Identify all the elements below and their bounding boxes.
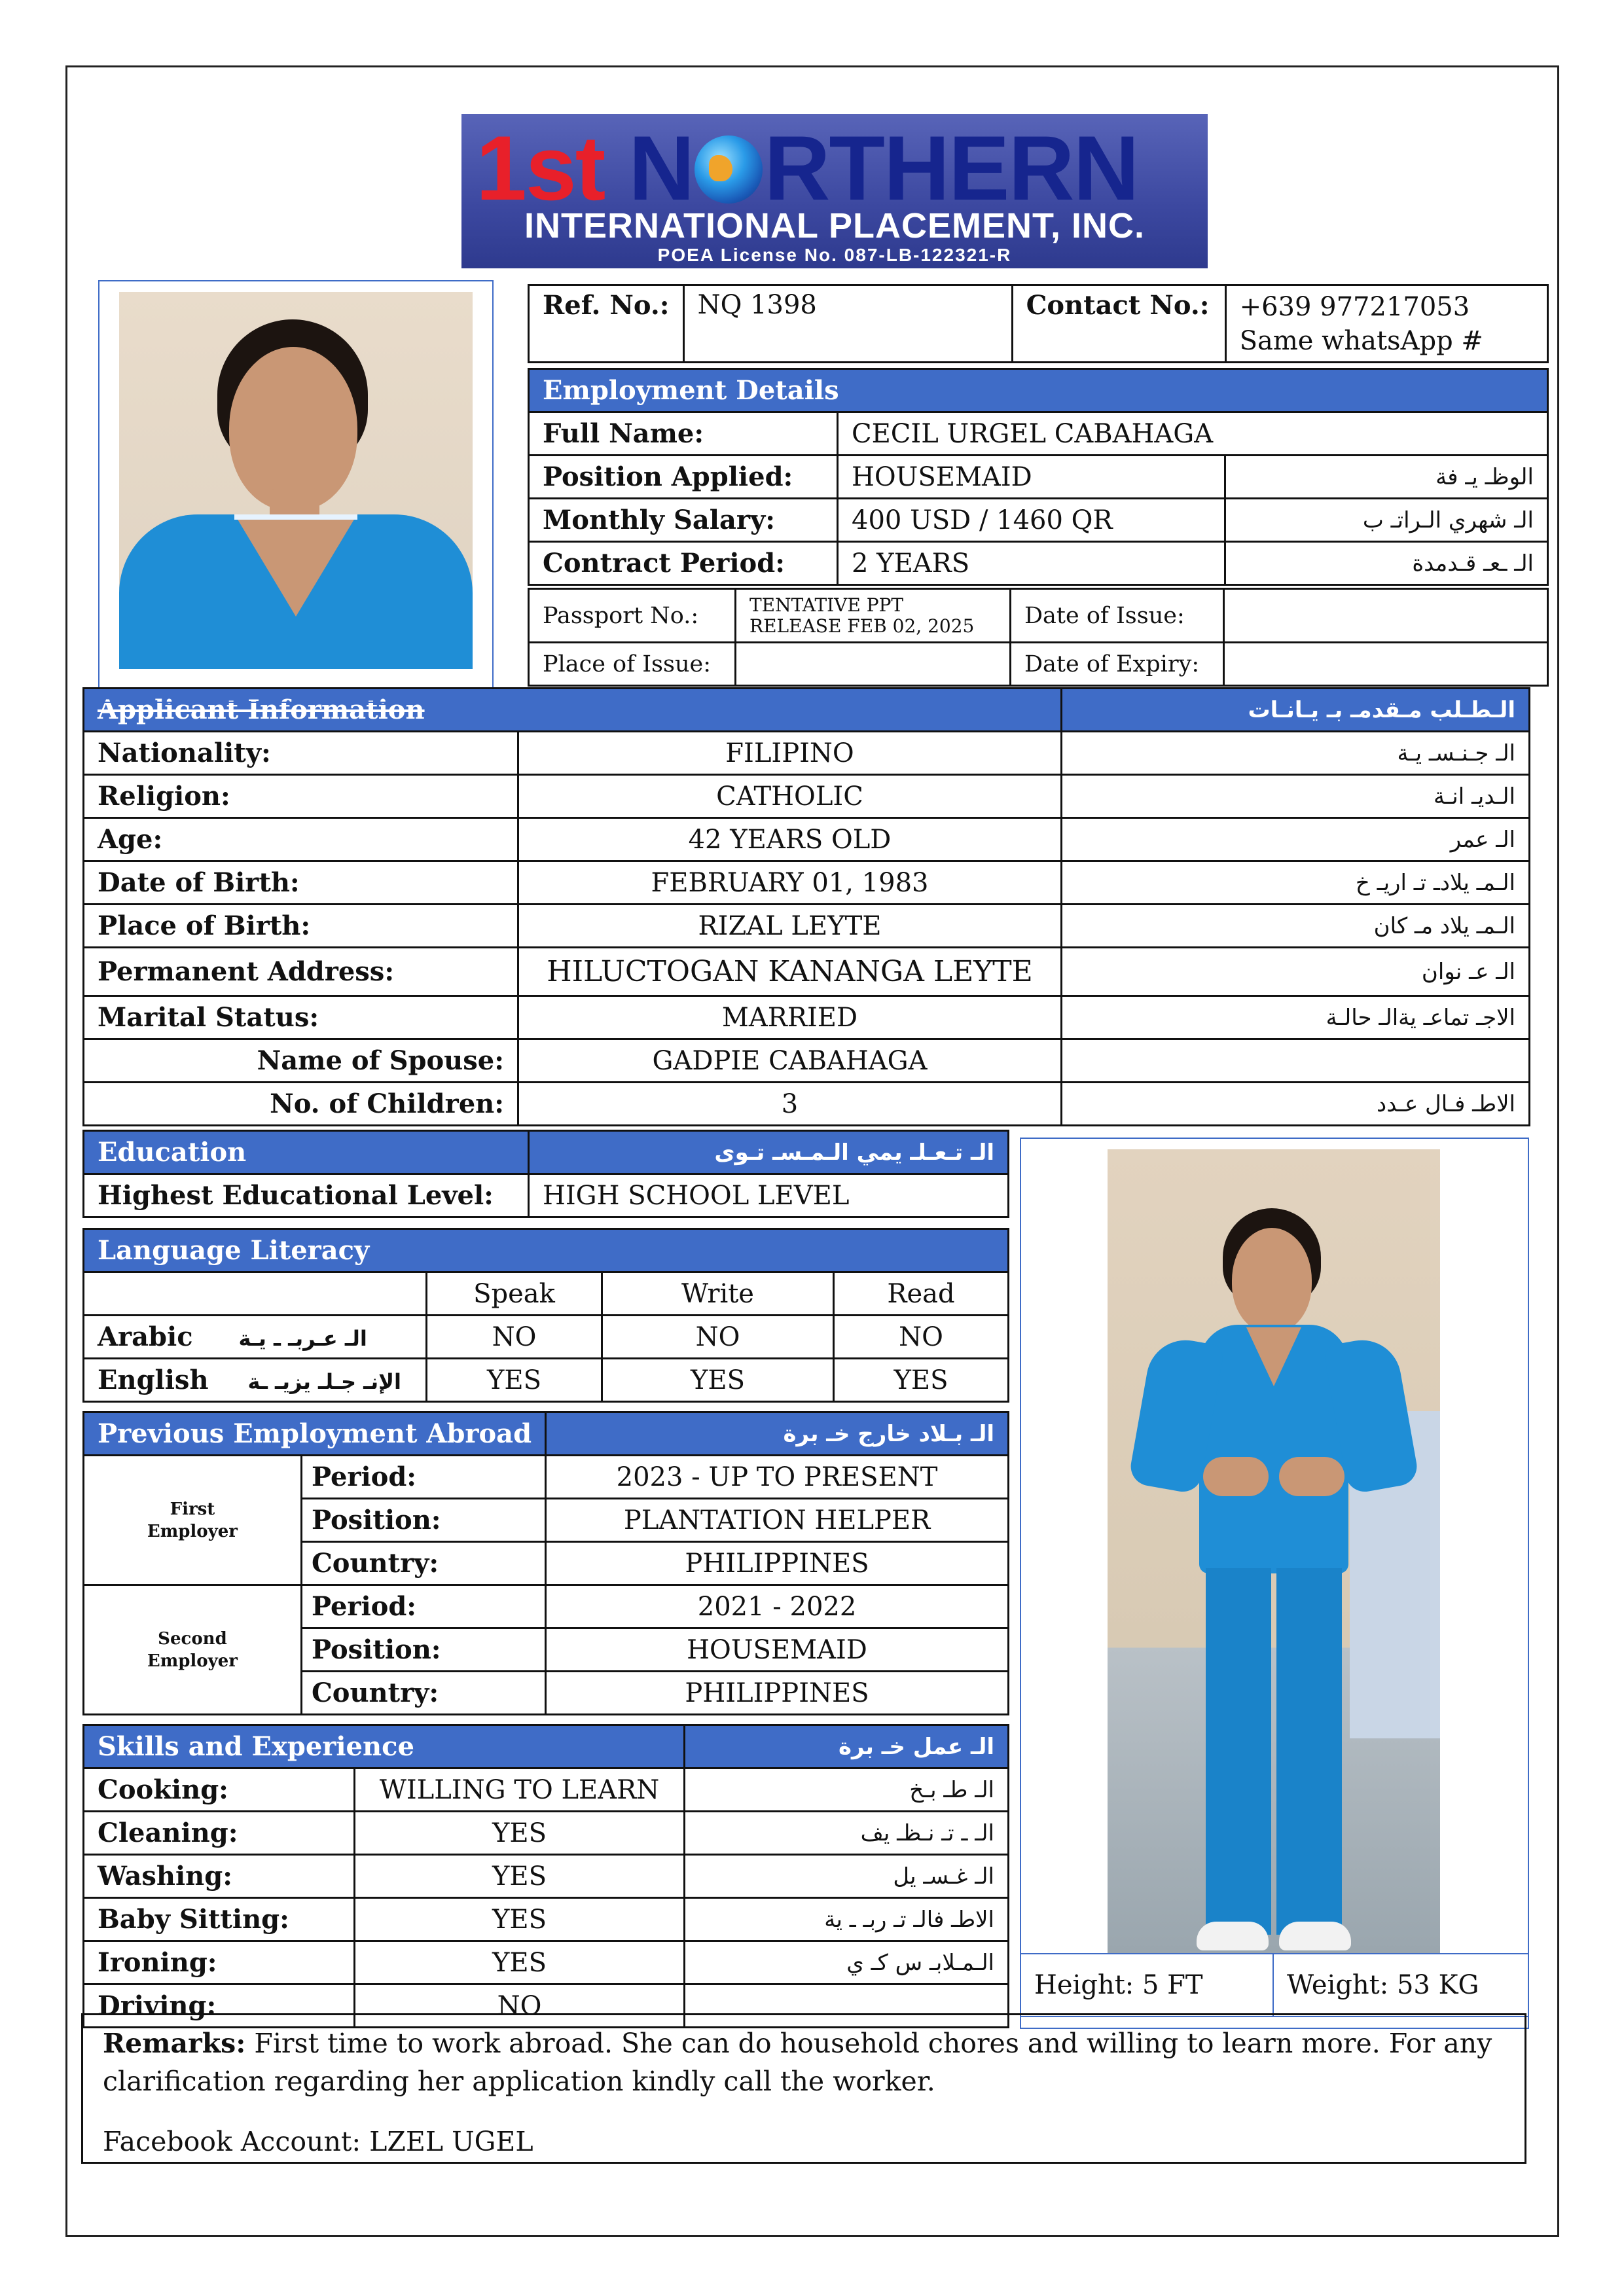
employment-table — [528, 368, 1549, 586]
applicant-arabic: الاجـ تماعـ يةالـ حالـة — [1062, 996, 1530, 1039]
language-value: NO — [602, 1316, 834, 1359]
language-table — [82, 1228, 1009, 1403]
employer-label-line1: Second — [158, 1628, 227, 1649]
skills-title: Skills and Experience — [84, 1725, 685, 1768]
applicant-value: 42 YEARS OLD — [518, 818, 1062, 861]
country-value: PHILIPPINES — [546, 1672, 1009, 1715]
applicant-value: MARRIED — [518, 996, 1062, 1039]
applicant-title-arabic: الـطـلب مـقدمـ بـ يـانـات — [1062, 689, 1530, 732]
applicant-arabic: الـ جـنـسـ يـة — [1062, 732, 1530, 775]
logo-wordmark — [476, 119, 1138, 217]
place-issue-label: Place of Issue: — [529, 643, 736, 686]
skills-table — [82, 1724, 1009, 2028]
skill-value: WILLING TO LEARN — [355, 1768, 685, 1812]
skill-label: Cooking: — [84, 1768, 355, 1812]
country-label: Country: — [301, 1542, 545, 1585]
employment-arabic: الـ ـعـ قـدمدة — [1225, 542, 1548, 585]
passport-value — [736, 589, 1011, 643]
education-title: Education — [84, 1131, 529, 1174]
passport-value-line2: RELEASE FEB 02, 2025 — [749, 615, 975, 637]
skill-label: Ironing: — [84, 1941, 355, 1984]
language-name — [84, 1316, 427, 1359]
country-label: Country: — [301, 1672, 545, 1715]
applicant-table — [82, 687, 1530, 1126]
employer-label-line2: Employer — [147, 1521, 238, 1541]
language-title: Language Literacy — [84, 1229, 1009, 1272]
employment-arabic: الوظـ يـ فة — [1225, 456, 1548, 499]
education-value: HIGH SCHOOL LEVEL — [529, 1174, 1009, 1217]
agency-logo — [461, 114, 1208, 268]
skill-value: YES — [355, 1812, 685, 1855]
previous-title: Previous Employment Abroad — [84, 1412, 546, 1456]
position-value: HOUSEMAID — [546, 1628, 1009, 1672]
skill-label: Driving: — [84, 1984, 355, 2028]
passport-value-line1: TENTATIVE PPT — [749, 594, 904, 616]
passport-label: Passport No.: — [529, 589, 736, 643]
logo-n: N — [628, 117, 694, 219]
applicant-arabic: الـ عمر — [1062, 818, 1530, 861]
contact-note: Same whatsApp # — [1239, 326, 1483, 356]
language-header: Read — [834, 1272, 1009, 1316]
applicant-label: Marital Status: — [84, 996, 518, 1039]
language-value: NO — [834, 1316, 1009, 1359]
skill-value: YES — [355, 1898, 685, 1941]
language-value: NO — [427, 1316, 602, 1359]
position-value: PLANTATION HELPER — [546, 1499, 1009, 1542]
date-expiry-label: Date of Expiry: — [1011, 643, 1224, 686]
language-value: YES — [427, 1359, 602, 1402]
logo-license: POEA License No. 087-LB-122321-R — [657, 245, 1012, 265]
skill-arabic: الـ طـ بـخ — [685, 1768, 1009, 1812]
weight-value: Weight: 53 KG — [1273, 1954, 1528, 2017]
place-issue-value — [736, 643, 1011, 686]
logo-company-name: INTERNATIONAL PLACEMENT, INC. — [524, 206, 1145, 245]
applicant-title: Applicant Information — [84, 689, 1062, 732]
globe-icon — [695, 135, 763, 204]
ref-contact-table — [528, 284, 1549, 363]
previous-title-arabic: الـ بـلاد خارج خـ برة — [546, 1412, 1009, 1456]
applicant-label: Religion: — [84, 775, 518, 818]
skill-label: Washing: — [84, 1855, 355, 1898]
language-value: YES — [834, 1359, 1009, 1402]
period-label: Period: — [301, 1456, 545, 1499]
remarks-box — [81, 2013, 1526, 2164]
country-value: PHILIPPINES — [546, 1542, 1009, 1585]
employer-label-line1: First — [170, 1499, 215, 1519]
skill-arabic: الـ ـ تـ نـظـ يف — [685, 1812, 1009, 1855]
contact-number: +639 977217053 — [1239, 292, 1470, 322]
language-arabic: الإنـ جـلـ يزيـ ـة — [247, 1369, 401, 1394]
applicant-label: Name of Spouse: — [84, 1039, 518, 1083]
date-issue-value — [1224, 589, 1548, 643]
date-expiry-value — [1224, 643, 1548, 686]
applicant-arabic: الاطـ فـال عـدد — [1062, 1083, 1530, 1126]
language-label: English — [98, 1365, 209, 1395]
previous-employment-table — [82, 1411, 1009, 1715]
employment-arabic: الـ شهري الـراتـ ب — [1225, 499, 1548, 542]
logo-1st: 1st — [476, 117, 605, 219]
skill-arabic: الاطـ فالـ تـ ربـ ـ ية — [685, 1898, 1009, 1941]
remarks-text — [103, 2024, 1505, 2100]
employment-label: Full Name: — [529, 412, 838, 456]
applicant-label: Age: — [84, 818, 518, 861]
skill-value: YES — [355, 1941, 685, 1984]
period-value: 2023 - UP TO PRESENT — [546, 1456, 1009, 1499]
employment-label: Position Applied: — [529, 456, 838, 499]
remarks-label: Remarks: — [103, 2028, 246, 2059]
passport-table — [528, 588, 1549, 687]
portrait-frame-bottom — [98, 280, 494, 703]
skill-arabic: الـمـلابـ س كـ ي — [685, 1941, 1009, 1984]
language-header: Speak — [427, 1272, 602, 1316]
education-table — [82, 1130, 1009, 1218]
period-value: 2021 - 2022 — [546, 1585, 1009, 1628]
language-corner — [84, 1272, 427, 1316]
skill-label: Cleaning: — [84, 1812, 355, 1855]
skill-value: YES — [355, 1855, 685, 1898]
logo-rthern: RTHERN — [764, 117, 1138, 219]
remarks-body: First time to work abroad. She can do household chores and willing to learn more. For any clarification regarding her application kindly call the worker. — [103, 2028, 1492, 2097]
applicant-arabic: الـمـ يلادـ تـ اريـ خ — [1062, 861, 1530, 905]
language-header: Write — [602, 1272, 834, 1316]
employment-label: Monthly Salary: — [529, 499, 838, 542]
employment-label: Contract Period: — [529, 542, 838, 585]
language-value: YES — [602, 1359, 834, 1402]
applicant-arabic: الـديـ انـة — [1062, 775, 1530, 818]
second-employer-label — [84, 1585, 302, 1715]
applicant-value: CATHOLIC — [518, 775, 1062, 818]
position-label: Position: — [301, 1499, 545, 1542]
applicant-value: 3 — [518, 1083, 1062, 1126]
employment-value: CECIL URGEL CABAHAGA — [838, 412, 1548, 456]
height-value: Height: 5 FT — [1020, 1954, 1273, 2017]
skill-label: Baby Sitting: — [84, 1898, 355, 1941]
language-arabic: الـ عـربـ ـ يـة — [238, 1326, 367, 1351]
applicant-arabic: الـمـ يلاد مـ كان — [1062, 905, 1530, 948]
applicant-label: Place of Birth: — [84, 905, 518, 948]
applicant-label: Permanent Address: — [84, 948, 518, 996]
contact-cell — [1225, 285, 1547, 363]
language-label: Arabic — [98, 1321, 193, 1352]
employment-value: HOUSEMAID — [838, 456, 1225, 499]
ref-label: Ref. No.: — [529, 285, 684, 363]
employment-value: 400 USD / 1460 QR — [838, 499, 1225, 542]
full-body-photo — [1108, 1149, 1440, 1953]
height-weight-table — [1020, 1953, 1529, 2017]
skills-title-arabic: الـ عمل خـ برة — [685, 1725, 1009, 1768]
employer-label-line2: Employer — [147, 1651, 238, 1671]
skill-value: NO — [355, 1984, 685, 2028]
position-label: Position: — [301, 1628, 545, 1672]
language-name — [84, 1359, 427, 1402]
skill-arabic: الـ غـسـ يل — [685, 1855, 1009, 1898]
applicant-value: FEBRUARY 01, 1983 — [518, 861, 1062, 905]
applicant-value: GADPIE CABAHAGA — [518, 1039, 1062, 1083]
employment-value: 2 YEARS — [838, 542, 1225, 585]
applicant-value: FILIPINO — [518, 732, 1062, 775]
applicant-arabic — [1062, 1039, 1530, 1083]
applicant-label: Nationality: — [84, 732, 518, 775]
applicant-arabic: الـ عـ نوان — [1062, 948, 1530, 996]
date-issue-label: Date of Issue: — [1011, 589, 1224, 643]
education-title-arabic: الـ تـعـلـ يمي الـمـسـ تـوى — [529, 1131, 1009, 1174]
applicant-value: HILUCTOGAN KANANGA LEYTE — [518, 948, 1062, 996]
contact-label: Contact No.: — [1012, 285, 1225, 363]
education-label: Highest Educational Level: — [84, 1174, 529, 1217]
ref-value: NQ 1398 — [683, 285, 1012, 363]
facebook-account: Facebook Account: LZEL UGEL — [103, 2126, 533, 2157]
employment-title: Employment Details — [529, 369, 1548, 412]
applicant-value: RIZAL LEYTE — [518, 905, 1062, 948]
period-label: Period: — [301, 1585, 545, 1628]
first-employer-label — [84, 1456, 302, 1585]
applicant-label: Date of Birth: — [84, 861, 518, 905]
applicant-label: No. of Children: — [84, 1083, 518, 1126]
